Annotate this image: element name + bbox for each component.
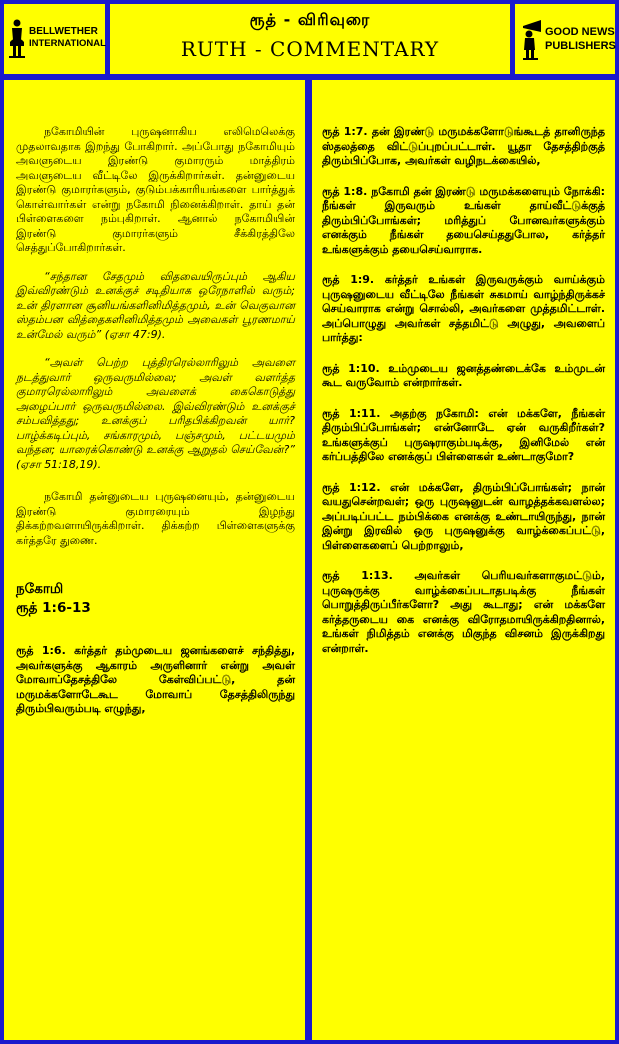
good-news-logo [515, 4, 615, 74]
verse-ruth-1-9: ரூத் 1:9. கர்த்தர் உங்கள் இருவருக்கும் வாய்க்கும் புருஷனுடைய வீட்டிலே நீங்கள் சுகமாய் வாழ்ந்திருக்கச் செய்வாராக என்று சொல்லி, அவர்களை முத்தமிட்டாள். அப்பொழுது அவர்கள் சத்தமிட்டு அழுது, அவளைப் பார்த்து: [322, 273, 605, 344]
commentary-paragraph-4: நகோமி தன்னுடைய புருஷனையும், தன்னுடைய இரண்டு குமாரரையும் இழந்து திக்கற்றவளாயிருக்கிறாள். திக்கற்ற பிள்ளைகளுக்கு கர்த்தரே துணை. [16, 490, 295, 547]
verse-ruth-1-10: ரூத் 1:10. உம்முடைய ஜனத்தண்டைக்கே உம்முடன் கூட வருவோம் என்றார்கள். [322, 361, 605, 389]
right-column [312, 80, 615, 1040]
left-logo-line1: BELLWETHER [29, 26, 98, 37]
right-logo-line1: GOOD NEWS [545, 26, 615, 38]
bellwether-logo [4, 4, 105, 74]
commentary-paragraph-1: நகோமியின் புருஷனாகிய எலிமெலெக்கு முதலாவதாக இறந்து போகிறார். அப்போது நகோமியும் அவளுடைய இரண்டு குமாரரும் மாத்திரம் அவளுடைய வீட்டிலே இருக்கிறார்கள். தன்னுடைய இரண்டு குமாரர்களும், குடும்பக்காரியங்களை பார்த்துக் கொள்வார்கள் என்று நகோமி நினைக்கிறாள். தாய் தன் பிள்ளைகளை நம்புகிறாள். ஆனால் நகோமியின் இரண்டு குமாரர்களும் சீக்கிரத்திலே செத்துப்போகிறார்கள். [16, 125, 295, 254]
verse-ruth-1-6: ரூத் 1:6. கர்த்தர் தம்முடைய ஜனங்களைச் சந்தித்து, அவர்களுக்கு ஆகாரம் அருளினார் என்று அவள் மோவாப்தேசத்திலே கேள்விப்பட்டு, தன் மருமக்களோடேகூட மோவாப் தேசத்திலிருந்து திரும்பிவரும்படி எழுந்து, [16, 644, 295, 715]
verse-ruth-1-11: ரூத் 1:11. அதற்கு நகோமி: என் மக்களே, நீங்கள் திரும்பிப்போங்கள்; என்னோடே ஏன் வருகிறீர்கள்? உங்களுக்குப் புருஷராகும்படிக்கு, இனிமேல் என் கர்ப்பத்திலே எனக்குப் பிள்ளைகள் உண்டாகுமோ? [322, 406, 605, 463]
left-column [4, 80, 305, 1040]
title-english: RUTH - COMMENTARY [180, 37, 440, 61]
bell-ringer-icon [8, 18, 26, 58]
quote-isaiah-47-9: “சந்தான சேதமும் விதவையிருப்பும் ஆகிய இவ்விரண்டும் உனக்குச் சடிதியாக ஒரேநாளில் வரும்; உன் திரளான சூனியங்களினிமித்தமும், உன் வெகுவான ஸ்தம்பன வித்தைகளினிமித்தமும் அவைகள் பூரணமாய் உன்மேல் வரும்” (ஏசா 47:9). [16, 269, 295, 341]
verse-ruth-1-7: ரூத் 1:7. தன் இரண்டு மருமக்களோடுங்கூடத் தானிருந்த ஸ்தலத்தை விட்டுப்புறப்பட்டாள். யூதா தேசத்திற்குத் திரும்பிப்போக, அவர்கள் வழிநடக்கையில், [322, 125, 605, 167]
verse-ruth-1-13: ரூத் 1:13. அவர்கள் பெரியவர்களாகுமட்டும், புருஷருக்கு வாழ்க்கைப்படாதபடிக்கு நீங்கள் பொறுத்திருப்பீர்களோ? அது கூடாது; என் மக்களே கர்த்தருடைய கை எனக்கு விரோதமாயிருக்கிறதினால், உங்கள் நிமித்தம் எனக்கு மிகுந்த விசனம் இருக்கிறது என்றாள். [322, 569, 605, 655]
verse-ruth-1-8: ரூத் 1:8. நகோமி தன் இரண்டு மருமக்களையும் நோக்கி: நீங்கள் இருவரும் உங்கள் தாய்வீட்டுக்குத் திரும்பிப்போங்கள்; மரித்துப் போனவர்களுக்கும் எனக்கும் நீங்கள் தயைசெய்ததுபோல, கர்த்தர் உங்களுக்கும் தயைசெய்வாராக. [322, 184, 605, 256]
title-tamil: ரூத் - விரிவுரை [249, 10, 371, 29]
horn-herald-icon [521, 18, 543, 60]
section-heading-reference: ரூத் 1:6-13 [16, 600, 91, 616]
quote-isaiah-51-18: “அவள் பெற்ற புத்திரரெல்லாரிலும் அவளை நடத்துவார் ஒருவருமில்லை; அவள் வளர்த்த குமாரரெல்லாரிலும் அவளைக் கைகொடுத்து அழைப்பார் ஒருவருமில்லை. இவ்விரண்டும் உனக்குச் சம்பவித்தது; உனக்குப் பரிதபிக்கிறவன் யார்? பாழ்க்கடிப்பும், சங்காரமும், பஞ்சமும், பட்டயமும் வந்தன; யாரைக்கொண்டு உனக்கு ஆறுதல் செய்வேன்?” (ஏசா 51:18,19). [16, 356, 295, 471]
right-logo-line2: PUBLISHERS [545, 40, 616, 52]
verse-ruth-1-12: ரூத் 1:12. என் மக்களே, திரும்பிப்போங்கள்; நான் வயதுசென்றவள்; ஒரு புருஷனுடன் வாழத்தக்கவளல்ல; அப்படிப்பட்ட நம்பிக்கை எனக்கு உண்டாயிருந்து, நான் இன்று இரவில் ஒரு புருஷனுக்கு வாழ்க்கைப்பட்டு, பிள்ளைகளைப் பெற்றாலும், [322, 480, 605, 552]
section-heading-naomi: நகோமி [16, 581, 64, 597]
left-logo-line2: INTERNATIONAL [29, 38, 106, 49]
title-block [110, 4, 510, 74]
